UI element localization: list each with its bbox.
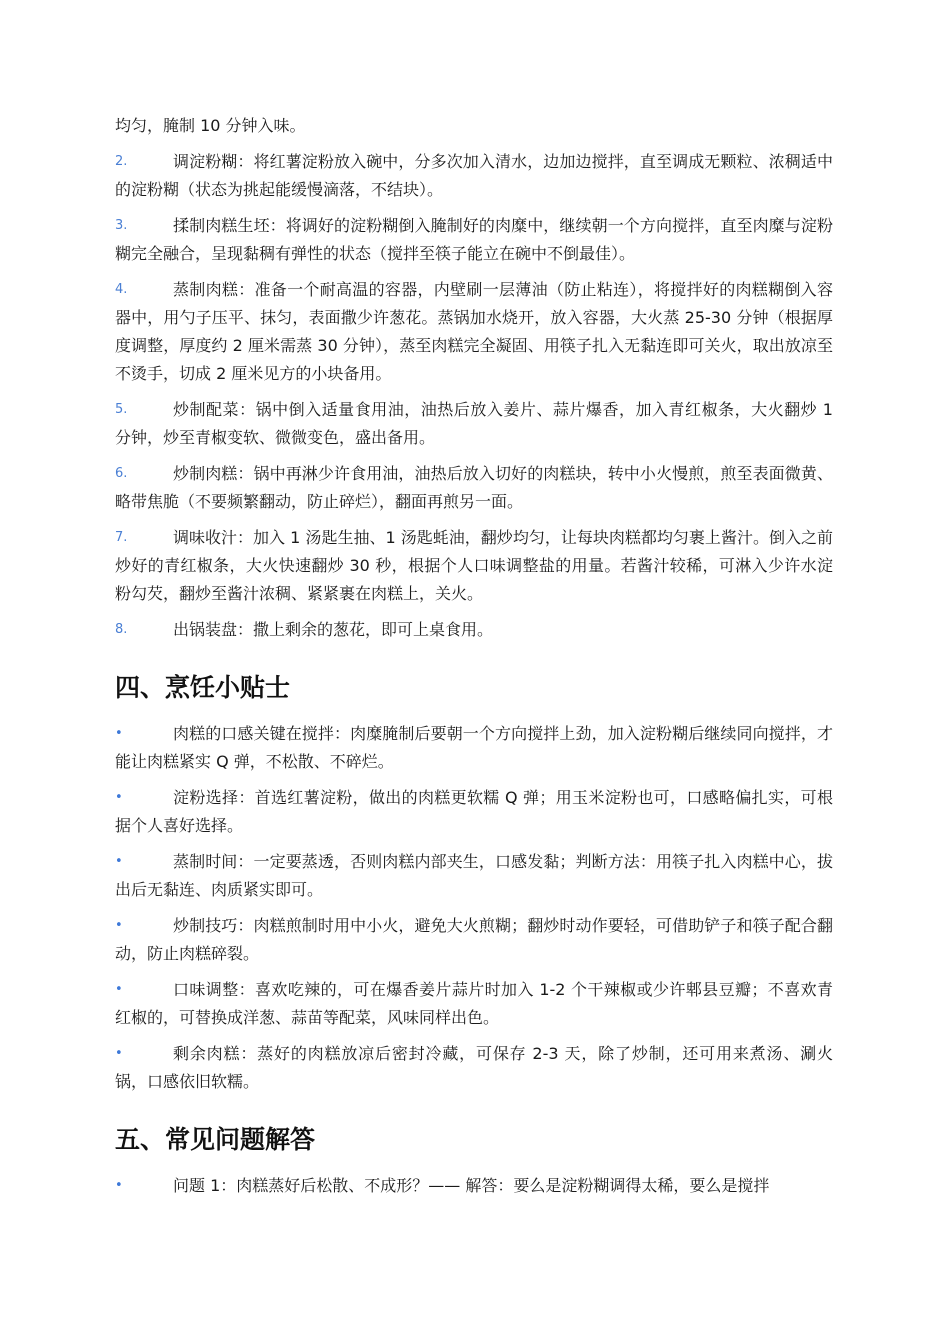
step-text: 炒制肉糕：锅中再淋少许食用油，油热后放入切好的肉糕块，转中小火慢煎，煎至表面微黄、略带焦脆（不要频繁翻动，防止碎烂），翻面再煎另一面。 xyxy=(115,464,833,511)
step-item xyxy=(115,148,833,204)
step-number: 5. xyxy=(115,402,128,417)
step-number: 6. xyxy=(115,466,128,481)
faq-item xyxy=(115,1172,833,1200)
tip-text: 蒸制时间：一定要蒸透，否则肉糕内部夹生，口感发黏；判断方法：用筷子扎入肉糕中心，拔出后无黏连、肉质紧实即可。 xyxy=(115,852,833,899)
step-text: 揉制肉糕生坯：将调好的淀粉糊倒入腌制好的肉糜中，继续朝一个方向搅拌，直至肉糜与淀粉糊完全融合，呈现黏稠有弹性的状态（搅拌至筷子能立在碗中不倒最佳）。 xyxy=(115,216,833,263)
section-heading-faq: 五、常见问题解答 xyxy=(115,1125,316,1154)
step-number: 4. xyxy=(115,282,128,297)
tip-item xyxy=(115,976,833,1032)
step-number: 7. xyxy=(115,530,128,545)
tip-item xyxy=(115,912,833,968)
bullet-icon: • xyxy=(115,982,123,997)
tip-item xyxy=(115,1040,833,1096)
step-item xyxy=(115,524,833,608)
tip-item xyxy=(115,848,833,904)
step-number: 3. xyxy=(115,218,128,233)
section-heading-tips: 四、烹饪小贴士 xyxy=(115,673,291,702)
bullet-icon: • xyxy=(115,854,123,869)
tip-text: 剩余肉糕：蒸好的肉糕放凉后密封冷藏，可保存 2-3 天，除了炒制，还可用来煮汤、涮火锅，口感依旧软糯。 xyxy=(115,1044,833,1091)
step-text: 调味收汁：加入 1 汤匙生抽、1 汤匙蚝油，翻炒均匀，让每块肉糕都均匀裹上酱汁。倒入之前炒好的青红椒条，大火快速翻炒 30 秒，根据个人口味调整盐的用量。若酱汁较稀，可淋入少许水淀粉勾芡，翻炒至酱汁浓稠、紧紧裹在肉糕上，关火。 xyxy=(115,528,833,603)
step-text: 炒制配菜：锅中倒入适量食用油，油热后放入姜片、蒜片爆香，加入青红椒条，大火翻炒 1 分钟，炒至青椒变软、微微变色，盛出备用。 xyxy=(115,400,833,447)
tips-list xyxy=(115,720,833,1096)
intro-line: 均匀，腌制 10 分钟入味。 xyxy=(115,116,306,135)
bullet-icon: • xyxy=(115,790,123,805)
step-number: 8. xyxy=(115,622,128,637)
tip-text: 肉糕的口感关键在搅拌：肉糜腌制后要朝一个方向搅拌上劲，加入淀粉糊后继续同向搅拌，才能让肉糕紧实 Q 弹，不松散、不碎烂。 xyxy=(115,724,833,771)
step-item xyxy=(115,616,833,644)
step-text: 调淀粉糊：将红薯淀粉放入碗中，分多次加入清水，边加边搅拌，直至调成无颗粒、浓稠适中的淀粉糊（状态为挑起能缓慢滴落，不结块）。 xyxy=(115,152,833,199)
tip-text: 口味调整：喜欢吃辣的，可在爆香姜片蒜片时加入 1-2 个干辣椒或少许郫县豆瓣；不喜欢青红椒的，可替换成洋葱、蒜苗等配菜，风味同样出色。 xyxy=(115,980,833,1027)
tip-text: 淀粉选择：首选红薯淀粉，做出的肉糕更软糯 Q 弹；用玉米淀粉也可，口感略偏扎实，可根据个人喜好选择。 xyxy=(115,788,833,835)
step-item xyxy=(115,212,833,268)
bullet-icon: • xyxy=(115,918,123,933)
step-item xyxy=(115,460,833,516)
bullet-icon: • xyxy=(115,1046,123,1061)
bullet-icon: • xyxy=(115,1178,123,1193)
step-text: 出锅装盘：撒上剩余的葱花，即可上桌食用。 xyxy=(173,620,494,639)
steps-list xyxy=(115,148,833,644)
step-number: 2. xyxy=(115,154,128,169)
faq-text: 问题 1：肉糕蒸好后松散、不成形？—— 解答：要么是淀粉糊调得太稀，要么是搅拌 xyxy=(173,1176,770,1195)
tip-item xyxy=(115,720,833,776)
step-item xyxy=(115,276,833,388)
step-item xyxy=(115,396,833,452)
faq-list xyxy=(115,1172,833,1200)
tip-item xyxy=(115,784,833,840)
bullet-icon: • xyxy=(115,726,123,741)
tip-text: 炒制技巧：肉糕煎制时用中小火，避免大火煎糊；翻炒时动作要轻，可借助铲子和筷子配合翻动，防止肉糕碎裂。 xyxy=(115,916,833,963)
step-text: 蒸制肉糕：准备一个耐高温的容器，内壁刷一层薄油（防止粘连），将搅拌好的肉糕糊倒入容器中，用勺子压平、抹匀，表面撒少许葱花。蒸锅加水烧开，放入容器，大火蒸 25-30 分钟（根据厚度调整，厚度约 2 厘米需蒸 30 分钟），蒸至肉糕完全凝固、用筷子扎入无黏连即可关火，取出放凉至不烫手，切成 2 厘米见方的小块备用。 xyxy=(115,280,833,383)
document-content xyxy=(115,112,833,1208)
